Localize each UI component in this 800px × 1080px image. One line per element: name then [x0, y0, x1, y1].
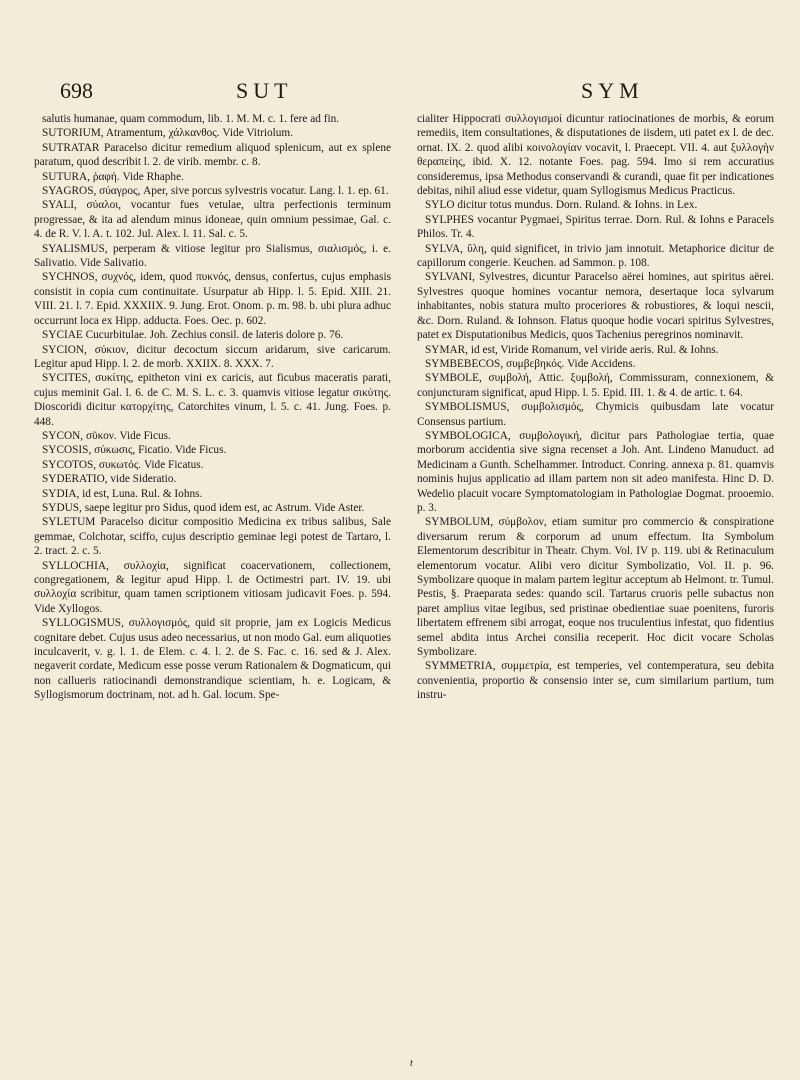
- dictionary-entry: SYMBOLISMUS, συμβολισμός, Chymicis quibusdam late vocatur Consensus partium.: [417, 401, 774, 428]
- dictionary-entry: SYDIA, id est, Luna. Rul. & Iohns.: [42, 487, 203, 500]
- dictionary-entry: SYMMETRIA, συμμετρία, est temperies, vel contemperatura, seu debita convenientia, proportio & consensio inter se, cum similarium partium, tum instru-: [417, 660, 774, 702]
- dictionary-entry: SUTORIUM, Atramentum, χάλκανθος. Vide Vitriolum.: [42, 127, 294, 140]
- footer-mark: t: [410, 1058, 413, 1069]
- dictionary-entry: SYLETUM Paracelso dicitur compositio Medicina ex tribus salibus, Sale gemmae, Colchotar, sciffo, cujus descriptio geminae legi potest de Tartaro, l. 2. tract. 2. c. 5.: [34, 516, 391, 558]
- running-head-left: SUT: [236, 78, 293, 103]
- dictionary-entry: SYLPHES vocantur Pygmaei, Spiritus terrae. Dorn. Rul. & Iohns e Paracels Philos. Tr. 4.: [417, 213, 774, 241]
- page-header: [26, 0, 778, 103]
- right-column: [417, 112, 774, 703]
- dictionary-entry: SUTURA, ῥαφή. Vide Rhaphe.: [42, 170, 184, 183]
- dictionary-entry: SYCIAE Cucurbitulae. Joh. Zechius consil. de lateris dolore p. 76.: [42, 329, 344, 342]
- page-number: 698: [60, 78, 93, 103]
- dictionary-entry: SYCION, σύκιον, dicitur decoctum siccum aridarum, sive caricarum. Legitur apud Hipp. l. 2. de morb. XXIIX. 8. XXX. 7.: [34, 343, 391, 370]
- dictionary-entry: SYLVA, ὕλη, quid significet, in trivio jam innotuit. Metaphorice dicitur de capillorum congerie. Keuchen. ad Sammon. p. 108.: [417, 242, 774, 270]
- dictionary-entry: SYLO dicitur totus mundus. Dorn. Ruland. & Iohns. in Lex.: [425, 199, 698, 212]
- dictionary-entry: SYAGROS, σύαγρος, Aper, sive porcus sylvestris vocatur. Lang. l. 1. ep. 61.: [42, 185, 389, 198]
- dictionary-entry: SYMBOLE, συμβολή, Attic. ξυμβολή, Commissuram, connexionem, & conjuncturam significat, apud Hipp. l. 5. Epid. III. 1. & 4. de artic. t. 64.: [417, 372, 774, 399]
- dictionary-entry: SYCHNOS, συχνός, idem, quod πυκνός, densus, confertus, cujus emphasis consistit in copia cum continuitate. Usurpatur ab Hipp. l. 5. Epid. XIII. 21. VIII. 21. l. 7. Epid. XXXIIX. 9. Jung. Erot. Onom. p. m. 98. b. ubi plura adhuc occurrunt loca ex Hipp. adducta. Foes. Oec. p. 602.: [34, 271, 391, 327]
- left-column: [34, 112, 391, 703]
- dictionary-entry: SYDERATIO, vide Sideratio.: [42, 473, 177, 486]
- dictionary-entry: cialiter Hippocrati συλλογισμοί dicuntur ratiocinationes de morbis, & eorum remediis, item consultationes, & disputationes de iisdem, uti patet ex l. de dec. ornat. IX. 2. quod alibi κοινολογίαν vocavit, l. Praecept. VII. 4. aut ξυλλογὴν θεραπείης, ibid. X. 12. notante Foes. pag. 594. Imo si rem accuratius consideremus, ipsa Methodus conservandi & curandi, quae fit per indicationes debitas, nihil aliud esse videtur, quam Syllogismus Medicus Practicus.: [417, 113, 774, 198]
- dictionary-entry: SYCOTOS, συκωτός. Vide Ficatus.: [42, 458, 204, 471]
- dictionary-entry: SYLLOGISMUS, συλλογισμός, quid sit proprie, jam ex Logicis Medicus cognitare debet. Cujus usus adeo necessarius, ut non modo Gal. eum aliquoties inculcaverit, v. g. l. 1. de Elem. c. 4. l. 2. de S. Fac. c. 16. sed & J. Alex. negaverit cordate, Medicum esse posse verum Rationalem & Dogmaticum, qui non callueris ratiocinandi demonstrandique scientiam, h. e. Logicam, & Syllogismorum doctrinam, not. ad h. Gal. locum. Spe-: [34, 617, 391, 702]
- dictionary-entry: SYMAR, id est, Viride Romanum, vel viride aeris. Rul. & Iohns.: [425, 343, 719, 356]
- dictionary-entry: SUTRATAR Paracelso dicitur remedium aliquod splenicum, aut ex splene paratum, quod describit l. 2. de virib. membr. c. 8.: [34, 141, 391, 169]
- dictionary-entry: SYCON, σῦκον. Vide Ficus.: [42, 429, 171, 442]
- dictionary-entry: SYCOSIS, σύκωσις, Ficatio. Vide Ficus.: [42, 444, 227, 457]
- dictionary-entry: SYMBOLUM, σύμβολον, etiam sumitur pro commercio & conspiratione diversarum rerum & corporum ad unum effectum. Ita Symbolum Elementorum describitur in Theatr. Chym. Vol. IV p. 119. ubi & Retinaculum elementorum vocatur. Alibi vero dicitur Symbolizatio, Vol. II. p. 96. Symbolizare quoque in malam partem legitur acceptum ab Helmont. tr. Tumul. Pestis, §. Praeparata sedes: quando scil. Tartarus cruoris pelle subactus non paret amplius vitae legibus, sed pristinae obedientiae suae poenitens, furoris libertatem effrenem sibi arrogat, eoque nos truculentius infestat, quo fidentius semel abdita intus Archei consilia receperit. Hoc dicit vocare Scholas Symbolizare.: [417, 516, 774, 659]
- dictionary-entry: SYMBOLOGICA, συμβολογική, dicitur pars Pathologiae tertia, quae morborum accidentia sive signa recenset a Joh. Ant. Lindeno Manuduct. ad Medicinam a Gunth. Schelhammer. Introduct. Conring. annexa p. 81. quamvis nominis hujus applicatio ad illam partem non sit adeo manifesta. Hinc D. D. Wedelio placuit vocare Symptomatologiam in Pathologiae Dogmat. prooemio. p. 3.: [417, 429, 774, 514]
- dictionary-entry: SYDUS, saepe legitur pro Sidus, quod idem est, ac Astrum. Vide Aster.: [42, 501, 365, 514]
- dictionary-entry: SYLVANI, Sylvestres, dicuntur Paracelso aërei homines, aut spiritus aërei. Sylvestres quoque homines vocantur nemora, desertaque loca sylvarum inhabitantes, nobis statura multo proceriores & robustiores, & loqui nescii, &c. Dorn. Ruland. & Iohnson. Flatus quoque hodie vocari spiritus Sylvestres, patet ex Disputationibus Medicis, quos Tachenius peregrinos nominavit.: [417, 271, 774, 342]
- dictionary-entry: SYALI, σύαλοι, vocantur fues vetulae, ultra perfectionis terminum progressae, & ita ad alendum minus idoneae, quin omnium pessimae, Gal. c. 4. de R. V. l. A. t. 102. Jul. Alex. l. 11. Sal. c. 5.: [34, 199, 391, 241]
- dictionary-entry: SYMBEBECOS, συμβεβηκός. Vide Accidens.: [425, 357, 636, 370]
- dictionary-entry: SYALISMUS, perperam & vitiose legitur pro Sialismus, σιαλισμός, i. e. Salivatio. Vide Salivatio.: [34, 242, 391, 270]
- dictionary-entry: salutis humanae, quam commodum, lib. 1. M. M. c. 1. fere ad fin.: [42, 113, 340, 125]
- two-column-body: [34, 112, 774, 703]
- running-head-right: SYM: [581, 78, 644, 103]
- dictionary-entry: SYCITES, συκίτης, epitheton vini ex caricis, aut ficubus maceratis parati, cujus meminit Gal. l. 6. de C. M. S. L. c. 3. quamvis vitiose legatur σικύτης. Dioscoridi dicitur κατορχίτης, Catorchites vinum, l. 5. c. 41. Jung. Foes. p. 448.: [34, 372, 391, 428]
- dictionary-entry: SYLLOCHIA, συλλοχία, significat coacervationem, collectionem, congregationem, & legitur apud Hipp. l. de Octimestri part. IV. 19. ubi συλλοχία scribitur, quam tamen scriptionem vitiosam judicavit Foes. p. 594. Vide Xyllogos.: [34, 559, 391, 615]
